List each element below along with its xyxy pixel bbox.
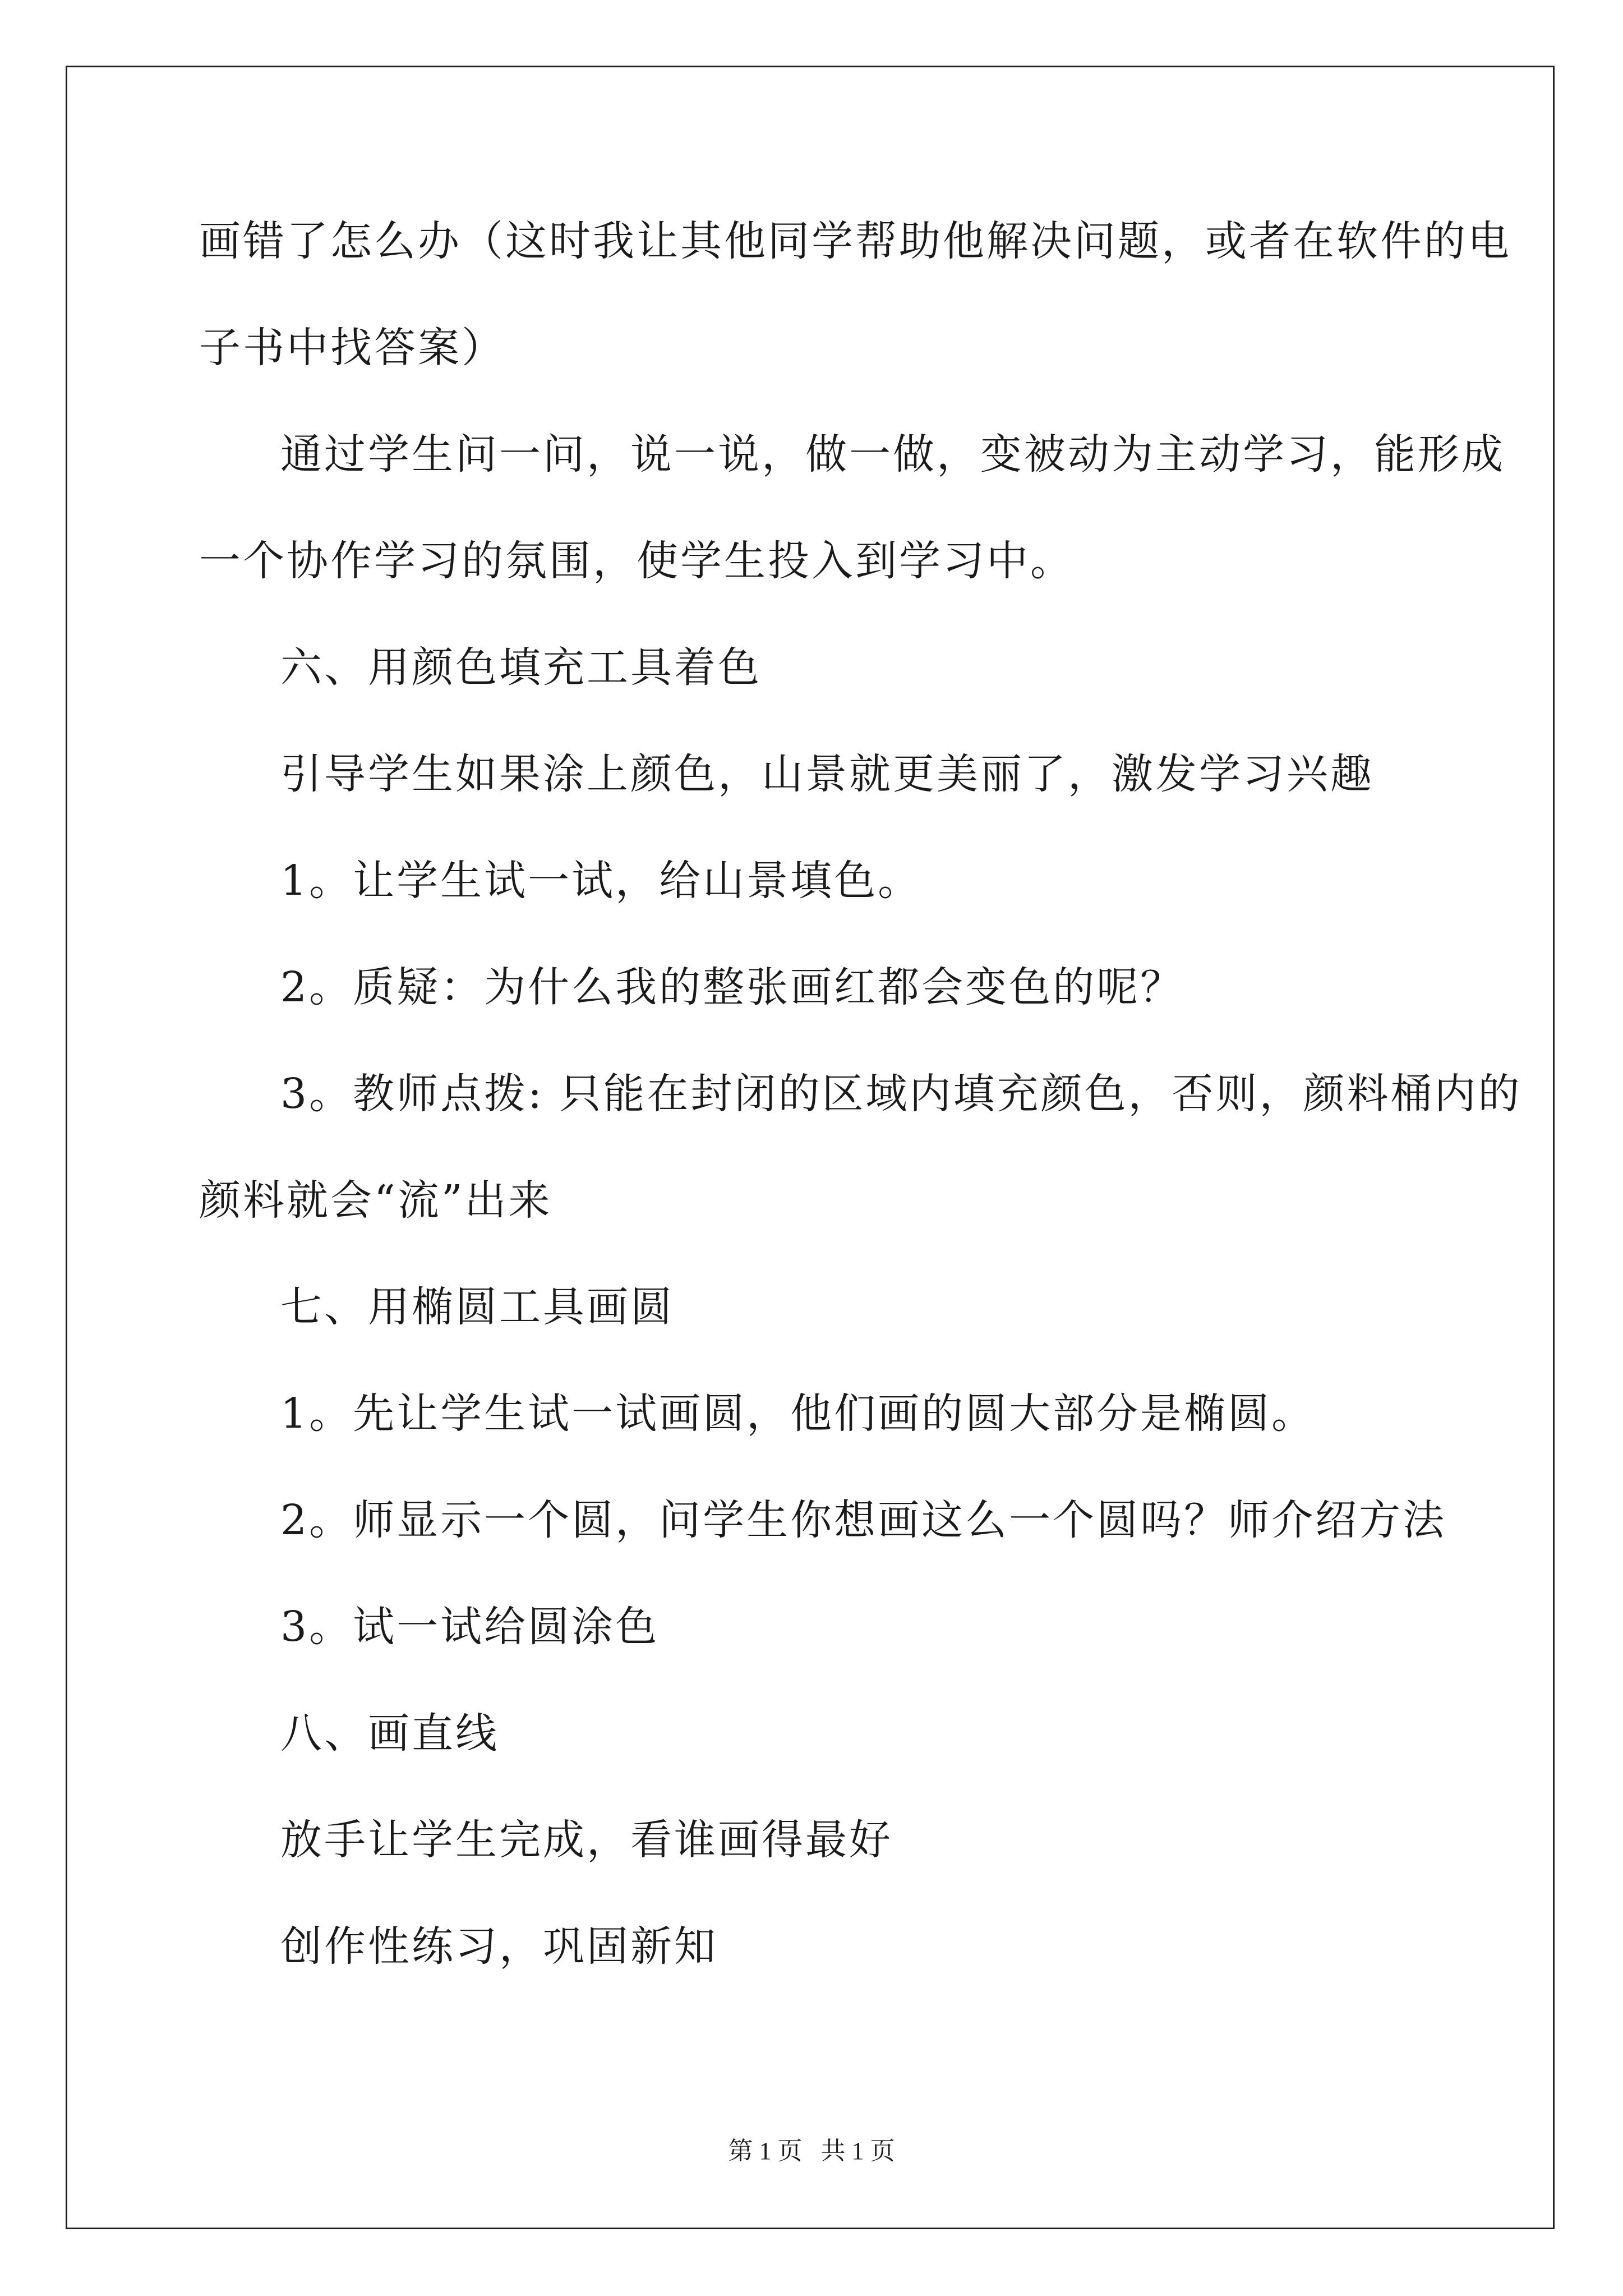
list-item: 1。让学生试一试，给山景填色。 — [280, 857, 922, 905]
section-heading: 七、用椭圆工具画圆 — [280, 1283, 674, 1331]
list-item: 2。师显示一个圆，问学生你想画这么一个圆吗？师介绍方法 — [280, 1496, 1447, 1544]
paragraph-line: 颜料就会“流”出来 — [199, 1176, 552, 1225]
list-item: 3。试一试给圆涂色 — [280, 1603, 660, 1651]
list-item: 3。教师点拨: 只能在封闭的区域内填充颜色，否则，颜料桶内的 — [280, 1070, 1522, 1118]
page-number-footer: 第 1 页 共 1 页 — [728, 2137, 895, 2165]
paragraph-line: 通过学生问一问，说一说，做一做，变被动为主动学习，能形成 — [280, 430, 1505, 478]
page-border — [66, 66, 1555, 2229]
list-item: 2。质疑：为什么我的整张画红都会变色的呢？ — [280, 963, 1184, 1011]
section-heading: 六、用颜色填充工具着色 — [280, 643, 762, 692]
paragraph-line: 放手让学生完成，看谁画得最好 — [280, 1816, 893, 1864]
paragraph-line: 创作性练习，巩固新知 — [280, 1922, 718, 1971]
section-heading: 八、画直线 — [280, 1709, 499, 1757]
paragraph-line: 画错了怎么办（这时我让其他同学帮助他解决问题，或者在软件的电 — [199, 217, 1511, 265]
list-item: 1。先让学生试一试画圆，他们画的圆大部分是椭圆。 — [280, 1389, 1316, 1438]
paragraph-line: 引导学生如果涂上颜色，山景就更美丽了，激发学习兴趣 — [280, 750, 1374, 798]
paragraph-line: 子书中找答案） — [199, 324, 505, 372]
paragraph-line: 一个协作学习的氛围，使学生投入到学习中。 — [199, 537, 1074, 585]
